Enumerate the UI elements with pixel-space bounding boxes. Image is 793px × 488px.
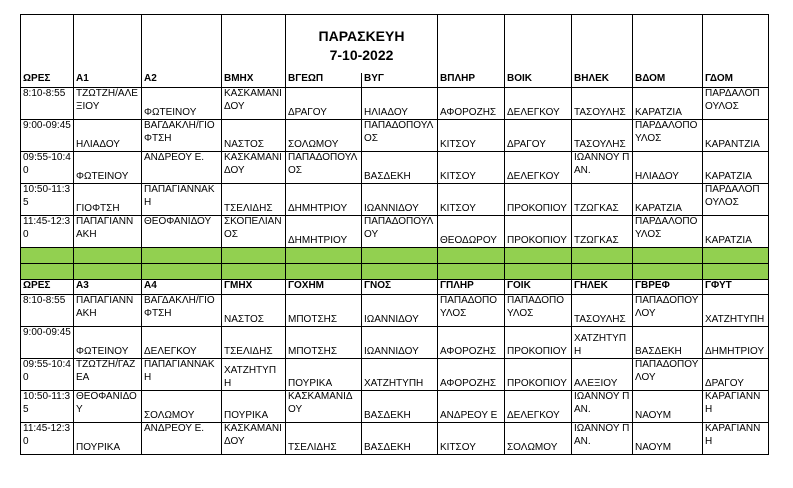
teacher-cell: ΚΑΣΚΑΜΑΝΙΔΟΥ (286, 391, 362, 423)
teacher-cell: ΠΟΥΡΙΚΑ (74, 423, 142, 455)
title-cell (286, 15, 438, 73)
schedule-row (21, 391, 769, 423)
teacher-cell: ΒΑΣΔΕΚΗ (633, 327, 703, 359)
teacher-cell: ΚΑΣΚΑΜΑΝΙΔΟΥ (222, 152, 286, 184)
teacher-cell: ΔΡΑΓΟΥ (505, 120, 572, 152)
teacher-cell: ΦΩΤΕΙΝΟΥ (74, 327, 142, 359)
teacher-cell: ΑΦΟΡΟΖΗΣ (438, 327, 505, 359)
teacher-cell: ΗΛΙΑΔΟΥ (74, 120, 142, 152)
teacher-cell: ΤΑΣΟΥΛΗΣ (572, 295, 633, 327)
teacher-cell: ΠΑΡΔΑΛΟΠΟΥΛΟΣ (703, 184, 769, 216)
schedule-row (21, 88, 769, 120)
schedule-table (20, 14, 769, 455)
title-blank-cell (572, 15, 633, 73)
separator-cell (505, 264, 572, 280)
schedule-row (21, 216, 769, 248)
time-slot-cell: 9:00-09:45 (21, 120, 74, 152)
teacher-cell: ΠΑΠΑΔΟΠΟΥΛΟΥ (633, 359, 703, 391)
teacher-cell: ΤΣΕΛΙΔΗΣ (222, 327, 286, 359)
teacher-cell: ΠΑΠΑΔΟΠΟΥΛΟΥ (362, 216, 438, 248)
schedule-row (21, 359, 769, 391)
time-slot-cell: 11:45-12:30 (21, 423, 74, 455)
teacher-cell: ΠΟΥΡΙΚΑ (286, 359, 362, 391)
teacher-cell: ΑΦΟΡΟΖΗΣ (438, 88, 505, 120)
title-day: ΠΑΡΑΣΚΕΥΗ (318, 28, 405, 44)
title-blank-cell (438, 15, 505, 73)
teacher-cell: ΣΟΛΩΜΟΥ (505, 423, 572, 455)
header-hours: ΩΡΕΣ (21, 280, 74, 295)
teacher-cell: ΠΑΠΑΔΟΠΟΥΛΟΣ (362, 120, 438, 152)
header-class: ΒΜΗΧ (222, 73, 286, 88)
teacher-cell: ΠΑΠΑΓΙΑΝΝΑΚΗ (74, 216, 142, 248)
teacher-cell: ΔΕΛΕΓΚΟΥ (142, 327, 222, 359)
teacher-cell: ΑΛΕΞΙΟΥ (572, 359, 633, 391)
teacher-cell: ΧΑΤΖΗΤΥΠΗ (572, 327, 633, 359)
separator-cell (222, 264, 286, 280)
header-class: ΓΟΧΗΜ (286, 280, 362, 295)
teacher-cell: ΤΑΣΟΥΛΗΣ (572, 120, 633, 152)
teacher-cell: ΙΩΑΝΝΟΥ ΠΑΝ. (572, 152, 633, 184)
teacher-cell: ΜΠΟΤΣΗΣ (286, 295, 362, 327)
teacher-cell: ΑΝΔΡΕΟΥ Ε. (142, 423, 222, 455)
time-slot-cell: 8:10-8:55 (21, 295, 74, 327)
teacher-cell: ΤΖΩΓΚΑΣ (572, 216, 633, 248)
teacher-cell: ΚΑΣΚΑΜΑΝΙΔΟΥ (222, 88, 286, 120)
separator-cell (74, 264, 142, 280)
header-class: ΒΠΛΗΡ (438, 73, 505, 88)
teacher-cell: ΠΑΠΑΔΟΠΟΥΛΟΥ (633, 295, 703, 327)
teacher-cell: ΦΩΤΕΙΝΟΥ (142, 88, 222, 120)
teacher-cell: ΔΗΜΗΤΡΙΟΥ (286, 184, 362, 216)
teacher-cell: ΣΚΟΠΕΛΙΑΝΟΣ (222, 216, 286, 248)
schedule-row (21, 152, 769, 184)
teacher-cell: ΠΑΡΔΑΛΟΠΟΥΛΟΣ (633, 216, 703, 248)
teacher-cell: ΘΕΟΔΩΡΟΥ (438, 216, 505, 248)
header-class: ΓΔΟΜ (703, 73, 769, 88)
teacher-cell: ΝΑΣΤΟΣ (222, 120, 286, 152)
header-class: ΓΦΥΤ (703, 280, 769, 295)
separator-cell (572, 248, 633, 264)
teacher-cell: ΑΝΔΡΕΟΥ Ε (438, 391, 505, 423)
separator-cell (703, 264, 769, 280)
teacher-cell: ΠΑΠΑΔΟΠΟΥΛΟΣ (505, 295, 572, 327)
teacher-cell: ΔΗΜΗΤΡΙΟΥ (286, 216, 362, 248)
teacher-cell: ΒΑΣΔΕΚΗ (362, 152, 438, 184)
teacher-cell: ΚΙΤΣΟΥ (438, 423, 505, 455)
teacher-cell: ΚΑΡΑΓΙΑΝΝΗ (703, 391, 769, 423)
teacher-cell: ΑΝΔΡΕΟΥ Ε. (142, 152, 222, 184)
time-slot-cell: 09:55-10:40 (21, 359, 74, 391)
title-blank-cell (633, 15, 703, 73)
separator-row (21, 264, 769, 280)
teacher-cell: ΚΑΡΑΓΙΑΝΝΗ (703, 423, 769, 455)
schedule-body (21, 15, 769, 455)
separator-cell (222, 248, 286, 264)
teacher-cell: ΚΙΤΣΟΥ (438, 120, 505, 152)
teacher-cell: ΧΑΤΖΗΤΥΠΗ (222, 359, 286, 391)
teacher-cell: ΠΡΟΚΟΠΙΟΥ (505, 359, 572, 391)
teacher-cell: ΠΑΡΔΑΛΟΠΟΥΛΟΣ (703, 88, 769, 120)
time-slot-cell: 09:55-10:40 (21, 152, 74, 184)
header-class: Α3 (74, 280, 142, 295)
teacher-cell: ΙΩΑΝΝΟΥ ΠΑΝ. (572, 391, 633, 423)
teacher-cell: ΚΑΣΚΑΜΑΝΙΔΟΥ (222, 423, 286, 455)
teacher-cell: ΧΑΤΖΗΤΥΠΗ (362, 359, 438, 391)
header-hours: ΩΡΕΣ (21, 73, 74, 88)
teacher-cell: ΠΡΟΚΟΠΙΟΥ (505, 184, 572, 216)
header-class: ΒΓΕΩΠ (286, 73, 362, 88)
time-slot-cell: 9:00-09:45 (21, 327, 74, 359)
schedule-row (21, 327, 769, 359)
teacher-cell: ΗΛΙΑΔΟΥ (362, 88, 438, 120)
title-blank-cell (703, 15, 769, 73)
teacher-cell: ΠΑΠΑΓΙΑΝΝΑΚΗ (74, 295, 142, 327)
separator-cell (142, 264, 222, 280)
teacher-cell: ΠΑΠΑΓΙΑΝΝΑΚΗ (142, 359, 222, 391)
title-blank-cell (222, 15, 286, 73)
header-class: ΒΗΛΕΚ (572, 73, 633, 88)
teacher-cell: ΙΩΑΝΝΙΔΟΥ (362, 295, 438, 327)
header-class: ΓΟΙΚ (505, 280, 572, 295)
teacher-cell: ΤΣΕΛΙΔΗΣ (222, 184, 286, 216)
teacher-cell: ΒΑΣΔΕΚΗ (362, 391, 438, 423)
separator-cell (21, 248, 74, 264)
teacher-cell: ΒΑΓΔΑΚΛΗ/ΓΙΟΦΤΣΗ (142, 295, 222, 327)
teacher-cell: ΚΑΡΑΤΖΙΑ (703, 152, 769, 184)
teacher-cell: ΝΑΣΤΟΣ (222, 295, 286, 327)
time-slot-cell: 10:50-11:35 (21, 184, 74, 216)
title-date: 7-10-2022 (329, 47, 394, 63)
teacher-cell: ΚΙΤΣΟΥ (438, 184, 505, 216)
teacher-cell: ΔΡΑΓΟΥ (286, 88, 362, 120)
teacher-cell: ΔΕΛΕΓΚΟΥ (505, 88, 572, 120)
time-slot-cell: 8:10-8:55 (21, 88, 74, 120)
teacher-cell: ΗΛΙΑΔΟΥ (633, 152, 703, 184)
teacher-cell: ΙΩΑΝΝΙΔΟΥ (362, 327, 438, 359)
teacher-cell: ΙΩΑΝΝΟΥ ΠΑΝ. (572, 423, 633, 455)
separator-cell (142, 248, 222, 264)
teacher-cell: ΔΗΜΗΤΡΙΟΥ (703, 327, 769, 359)
header-class: ΒΟΙΚ (505, 73, 572, 88)
teacher-cell: ΤΣΕΛΙΔΗΣ (286, 423, 362, 455)
separator-cell (633, 264, 703, 280)
teacher-cell: ΠΑΠΑΓΙΑΝΝΑΚΗ (142, 184, 222, 216)
teacher-cell: ΦΩΤΕΙΝΟΥ (74, 152, 142, 184)
separator-cell (633, 248, 703, 264)
teacher-cell: ΝΑΟΥΜ (633, 391, 703, 423)
schedule-row (21, 184, 769, 216)
time-slot-cell: 11:45-12:30 (21, 216, 74, 248)
teacher-cell: ΔΕΛΕΓΚΟΥ (505, 391, 572, 423)
teacher-cell: ΝΑΟΥΜ (633, 423, 703, 455)
title-blank-cell (142, 15, 222, 73)
teacher-cell: ΔΡΑΓΟΥ (703, 359, 769, 391)
separator-cell (74, 248, 142, 264)
separator-row (21, 248, 769, 264)
teacher-cell: ΠΑΠΑΔΟΠΟΥΛΟΣ (286, 152, 362, 184)
header-class: ΓΝΟΣ (362, 280, 438, 295)
header-row (21, 280, 769, 295)
title-box (288, 15, 435, 65)
separator-cell (362, 264, 438, 280)
header-class: ΓΒΡΕΦ (633, 280, 703, 295)
header-class: ΓΠΛΗΡ (438, 280, 505, 295)
title-row (21, 15, 769, 73)
header-class: Α1 (74, 73, 142, 88)
teacher-cell: ΠΡΟΚΟΠΙΟΥ (505, 216, 572, 248)
separator-cell (438, 248, 505, 264)
teacher-cell: ΚΑΡΑΤΖΙΑ (633, 88, 703, 120)
separator-cell (703, 248, 769, 264)
time-slot-cell: 10:50-11:35 (21, 391, 74, 423)
teacher-cell: ΘΕΟΦΑΝΙΔΟΥ (142, 216, 222, 248)
teacher-cell: ΠΟΥΡΙΚΑ (222, 391, 286, 423)
schedule-row (21, 295, 769, 327)
teacher-cell: ΓΙΟΦΤΣΗ (74, 184, 142, 216)
title-blank-cell (21, 15, 74, 73)
separator-cell (362, 248, 438, 264)
header-row (21, 73, 769, 88)
separator-cell (572, 264, 633, 280)
teacher-cell: ΚΑΡΑΤΖΙΑ (703, 216, 769, 248)
teacher-cell: ΤΖΩΓΚΑΣ (572, 184, 633, 216)
schedule-row (21, 423, 769, 455)
title-blank-cell (505, 15, 572, 73)
teacher-cell: ΚΙΤΣΟΥ (438, 152, 505, 184)
teacher-cell: ΘΕΟΦΑΝΙΔΟΥ (74, 391, 142, 423)
teacher-cell: ΚΑΡΑΝΤΖΙΑ (703, 120, 769, 152)
teacher-cell: ΠΑΠΑΔΟΠΟΥΛΟΣ (438, 295, 505, 327)
teacher-cell: ΠΡΟΚΟΠΙΟΥ (505, 327, 572, 359)
separator-cell (505, 248, 572, 264)
teacher-cell: ΙΩΑΝΝΙΔΟΥ (362, 184, 438, 216)
separator-cell (438, 264, 505, 280)
teacher-cell: ΤΖΩΤΖΗ/ΑΛΕΞΙΟΥ (74, 88, 142, 120)
separator-cell (286, 264, 362, 280)
teacher-cell: ΜΠΟΤΣΗΣ (286, 327, 362, 359)
teacher-cell: ΒΑΓΔΑΚΛΗ/ΓΙΟΦΤΣΗ (142, 120, 222, 152)
header-class: Α4 (142, 280, 222, 295)
separator-cell (286, 248, 362, 264)
teacher-cell: ΑΦΟΡΟΖΗΣ (438, 359, 505, 391)
teacher-cell: ΤΖΩΤΖΗ/ΓΑΖΕΑ (74, 359, 142, 391)
teacher-cell: ΠΑΡΔΑΛΟΠΟΥΛΟΣ (633, 120, 703, 152)
teacher-cell: ΧΑΤΖΗΤΥΠΗ (703, 295, 769, 327)
header-class: ΓΗΛΕΚ (572, 280, 633, 295)
header-class: Α2 (142, 73, 222, 88)
teacher-cell: ΚΑΡΑΤΖΙΑ (633, 184, 703, 216)
teacher-cell: ΒΑΣΔΕΚΗ (362, 423, 438, 455)
teacher-cell: ΔΕΛΕΓΚΟΥ (505, 152, 572, 184)
schedule-row (21, 120, 769, 152)
teacher-cell: ΣΟΛΩΜΟΥ (142, 391, 222, 423)
teacher-cell: ΣΟΛΩΜΟΥ (286, 120, 362, 152)
header-class: ΒΔΟΜ (633, 73, 703, 88)
teacher-cell: ΤΑΣΟΥΛΗΣ (572, 88, 633, 120)
header-class: ΓΜΗΧ (222, 280, 286, 295)
separator-cell (21, 264, 74, 280)
title-blank-cell (74, 15, 142, 73)
header-class: ΒΥΓ (362, 73, 438, 88)
